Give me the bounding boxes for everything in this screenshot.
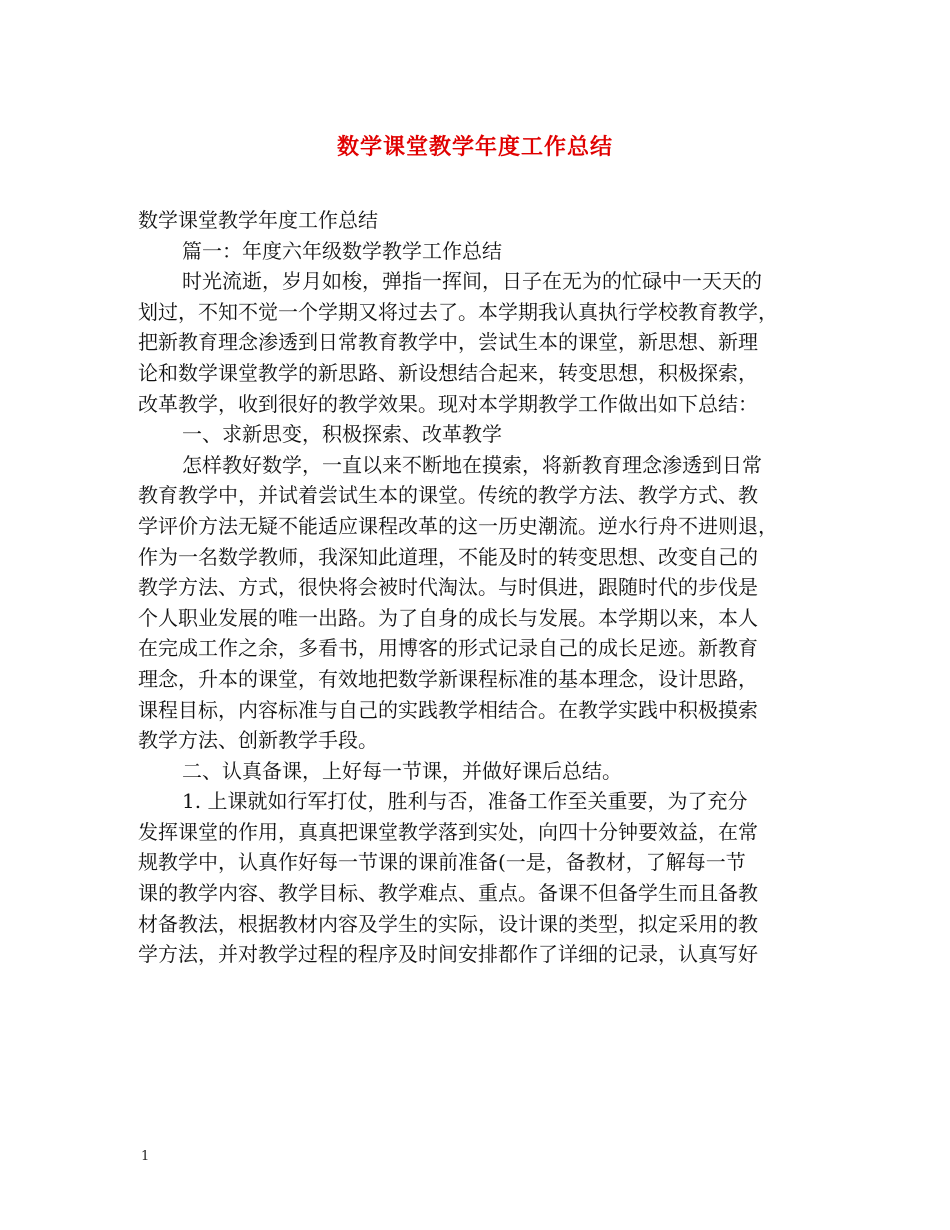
text-line: 在完成工作之余，多看书，用博客的形式记录自己的成长足迹。新教育	[138, 636, 758, 661]
text-line: 材备教法，根据教材内容及学生的实际，设计课的类型，拟定采用的教	[138, 911, 758, 936]
text-line: 时光流逝，岁月如梭，弹指一挥间，日子在无为的忙碌中一天天的	[182, 269, 762, 294]
text-line: 划过，不知不觉一个学期又将过去了。本学期我认真执行学校教育教学，	[138, 299, 778, 324]
text-line: 把新教育理念渗透到日常教育教学中，尝试生本的课堂，新思想、新理	[138, 330, 758, 355]
text-line: 论和数学课堂教学的新思路、新设想结合起来，转变思想，积极探索，	[138, 360, 758, 385]
text-line: 理念，升本的课堂，有效地把数学新课程标准的基本理念，设计思路，	[138, 666, 758, 691]
text-line: 二、认真备课，上好每一节课，并做好课后总结。	[182, 758, 622, 783]
text-line: 教学方法、创新教学手段。	[138, 728, 378, 753]
page-number: 1	[141, 1149, 150, 1164]
document-title: 数学课堂教学年度工作总结	[336, 134, 613, 160]
text-line: 改革教学，收到很好的教学效果。现对本学期教学工作做出如下总结：	[138, 391, 758, 416]
text-line: 个人职业发展的唯一出路。为了自身的成长与发展。本学期以来，本人	[138, 605, 758, 630]
text-line: 课程目标，内容标准与自己的实践教学相结合。在教学实践中积极摸索	[138, 697, 758, 722]
text-line: 怎样教好数学，一直以来不断地在摸索，将新教育理念渗透到日常	[182, 452, 762, 477]
text-line: 课的教学内容、教学目标、教学难点、重点。备课不但备学生而且备教	[138, 881, 758, 906]
text-line: 教育教学中，并试着尝试生本的课堂。传统的教学方法、教学方式、教	[138, 483, 758, 508]
text-line: 规教学中，认真作好每一节课的课前准备(一是，备教材，了解每一节	[138, 850, 746, 875]
text-line: 数学课堂教学年度工作总结	[138, 208, 378, 232]
text-line: 一、求新思变，积极探索、改革教学	[182, 422, 502, 447]
text-line: 教学方法、方式，很快将会被时代淘汰。与时俱进，跟随时代的步伐是	[138, 575, 758, 600]
document-body	[138, 205, 818, 970]
text-line: 1. 上课就如行军打仗，胜利与否，准备工作至关重要，为了充分	[182, 789, 748, 814]
text-line: 发挥课堂的作用，真真把课堂教学落到实处，向四十分钟要效益，在常	[138, 819, 758, 844]
text-line: 作为一名数学教师，我深知此道理，不能及时的转变思想、改变自己的	[138, 544, 758, 569]
text-line: 学方法，并对教学过程的程序及时间安排都作了详细的记录，认真写好	[138, 942, 758, 967]
text-line: 篇一：年度六年级数学教学工作总结	[182, 238, 502, 263]
text-line: 学评价方法无疑不能适应课程改革的这一历史潮流。逆水行舟不进则退，	[138, 513, 778, 538]
